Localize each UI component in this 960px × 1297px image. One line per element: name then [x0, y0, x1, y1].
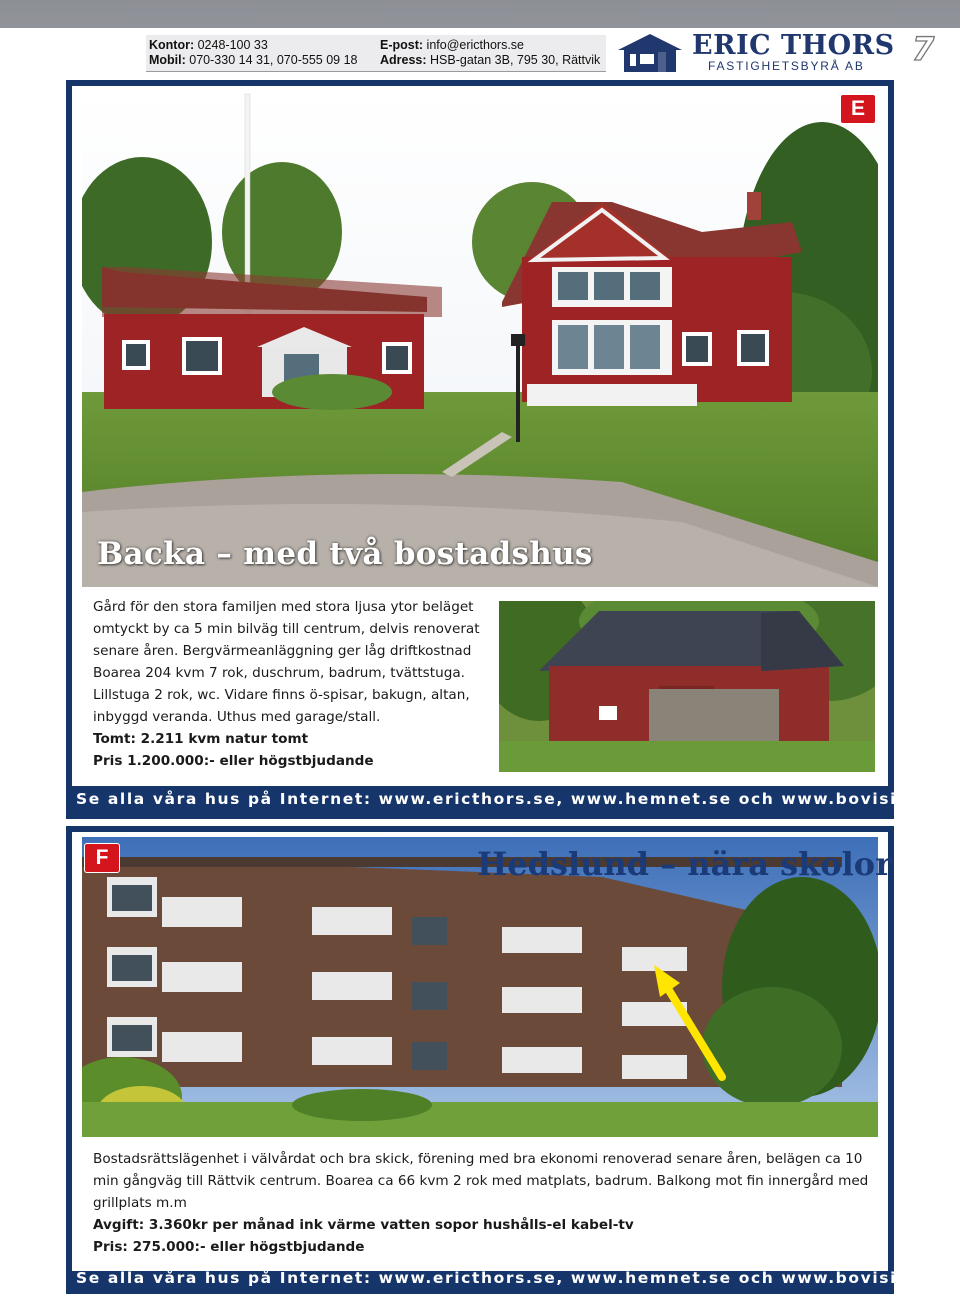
- mobil-label: Mobil:: [149, 53, 186, 67]
- tomt-size: Tomt: 2.211 kvm natur tomt: [93, 731, 309, 747]
- logo-house-icon: [616, 32, 684, 72]
- mobil-phone: 070-330 14 31, 070-555 09 18: [189, 53, 358, 67]
- listing-f-footer-link[interactable]: Se alla våra hus på Internet: www.ericthors.se, www.hemnet.se och www.bovision.se: [76, 1269, 953, 1287]
- listing-e-footer-link[interactable]: Se alla våra hus på Internet: www.ericthors.se, www.hemnet.se och www.bovision.se: [76, 790, 953, 808]
- kontor-label: Kontor:: [149, 38, 195, 52]
- epost-value[interactable]: info@ericthors.se: [426, 38, 524, 52]
- listing-e-description: [93, 596, 493, 772]
- logo-subtitle: FASTIGHETSBYRÅ AB: [708, 59, 865, 73]
- epost-label: E-post:: [380, 38, 424, 52]
- page-number: 7: [912, 30, 935, 68]
- listing-f-description: [93, 1148, 883, 1258]
- contact-row-2: [149, 53, 601, 67]
- epost-group: [380, 38, 524, 52]
- farm-photo: [82, 92, 878, 587]
- kontor-phone: 0248-100 33: [197, 38, 268, 52]
- energy-badge-f: F: [84, 843, 120, 873]
- desc-line: Lillstuga 2 rok, wc. Vidare finns ö-spisar, bakugn, altan,: [93, 687, 470, 703]
- listing-f-title: Hedslund – nära skolor: [477, 845, 892, 883]
- listing-e-title: Backa – med två bostadshus: [97, 536, 593, 572]
- adress-group: [380, 53, 600, 67]
- contact-row-1: [149, 38, 524, 52]
- listing-e-price: Pris 1.200.000:- eller högstbjudande: [93, 753, 374, 769]
- desc-line: grillplats m.m: [93, 1195, 187, 1211]
- adress-value: HSB-gatan 3B, 795 30, Rättvik: [430, 53, 601, 67]
- barn-photo: [499, 601, 875, 772]
- listing-f-price: Pris: 275.000:- eller högstbjudande: [93, 1239, 365, 1255]
- contact-box: [146, 35, 606, 72]
- desc-line: min gångväg till Rättvik centrum. Boarea ca 66 kvm 2 rok med matplats, badrum. Balkong mot fin innergård med: [93, 1173, 869, 1189]
- desc-line: inbyggd veranda. Uthus med garage/stall.: [93, 709, 381, 725]
- desc-line: Bostadsrättslägenhet i välvårdat och bra skick, förening med bra ekonomi renoverad senare åren, belägen ca 10: [93, 1151, 863, 1167]
- desc-line: senare åren. Bergvärmeanläggning ger låg driftkostnad: [93, 643, 472, 659]
- desc-line: Boarea 204 kvm 7 rok, duschrum, badrum, tvättstuga.: [93, 665, 465, 681]
- desc-line: Gård för den stora familjen med stora ljusa ytor beläget: [93, 599, 474, 615]
- desc-line: omtyckt by ca 5 min bilväg till centrum, delvis renoverat: [93, 621, 480, 637]
- listing-f-fee: Avgift: 3.360kr per månad ink värme vatten sopor hushålls-el kabel-tv: [93, 1217, 634, 1233]
- logo-name: ERIC THORS: [692, 30, 895, 61]
- adress-label: Adress:: [380, 53, 427, 67]
- energy-badge-e: E: [840, 94, 876, 124]
